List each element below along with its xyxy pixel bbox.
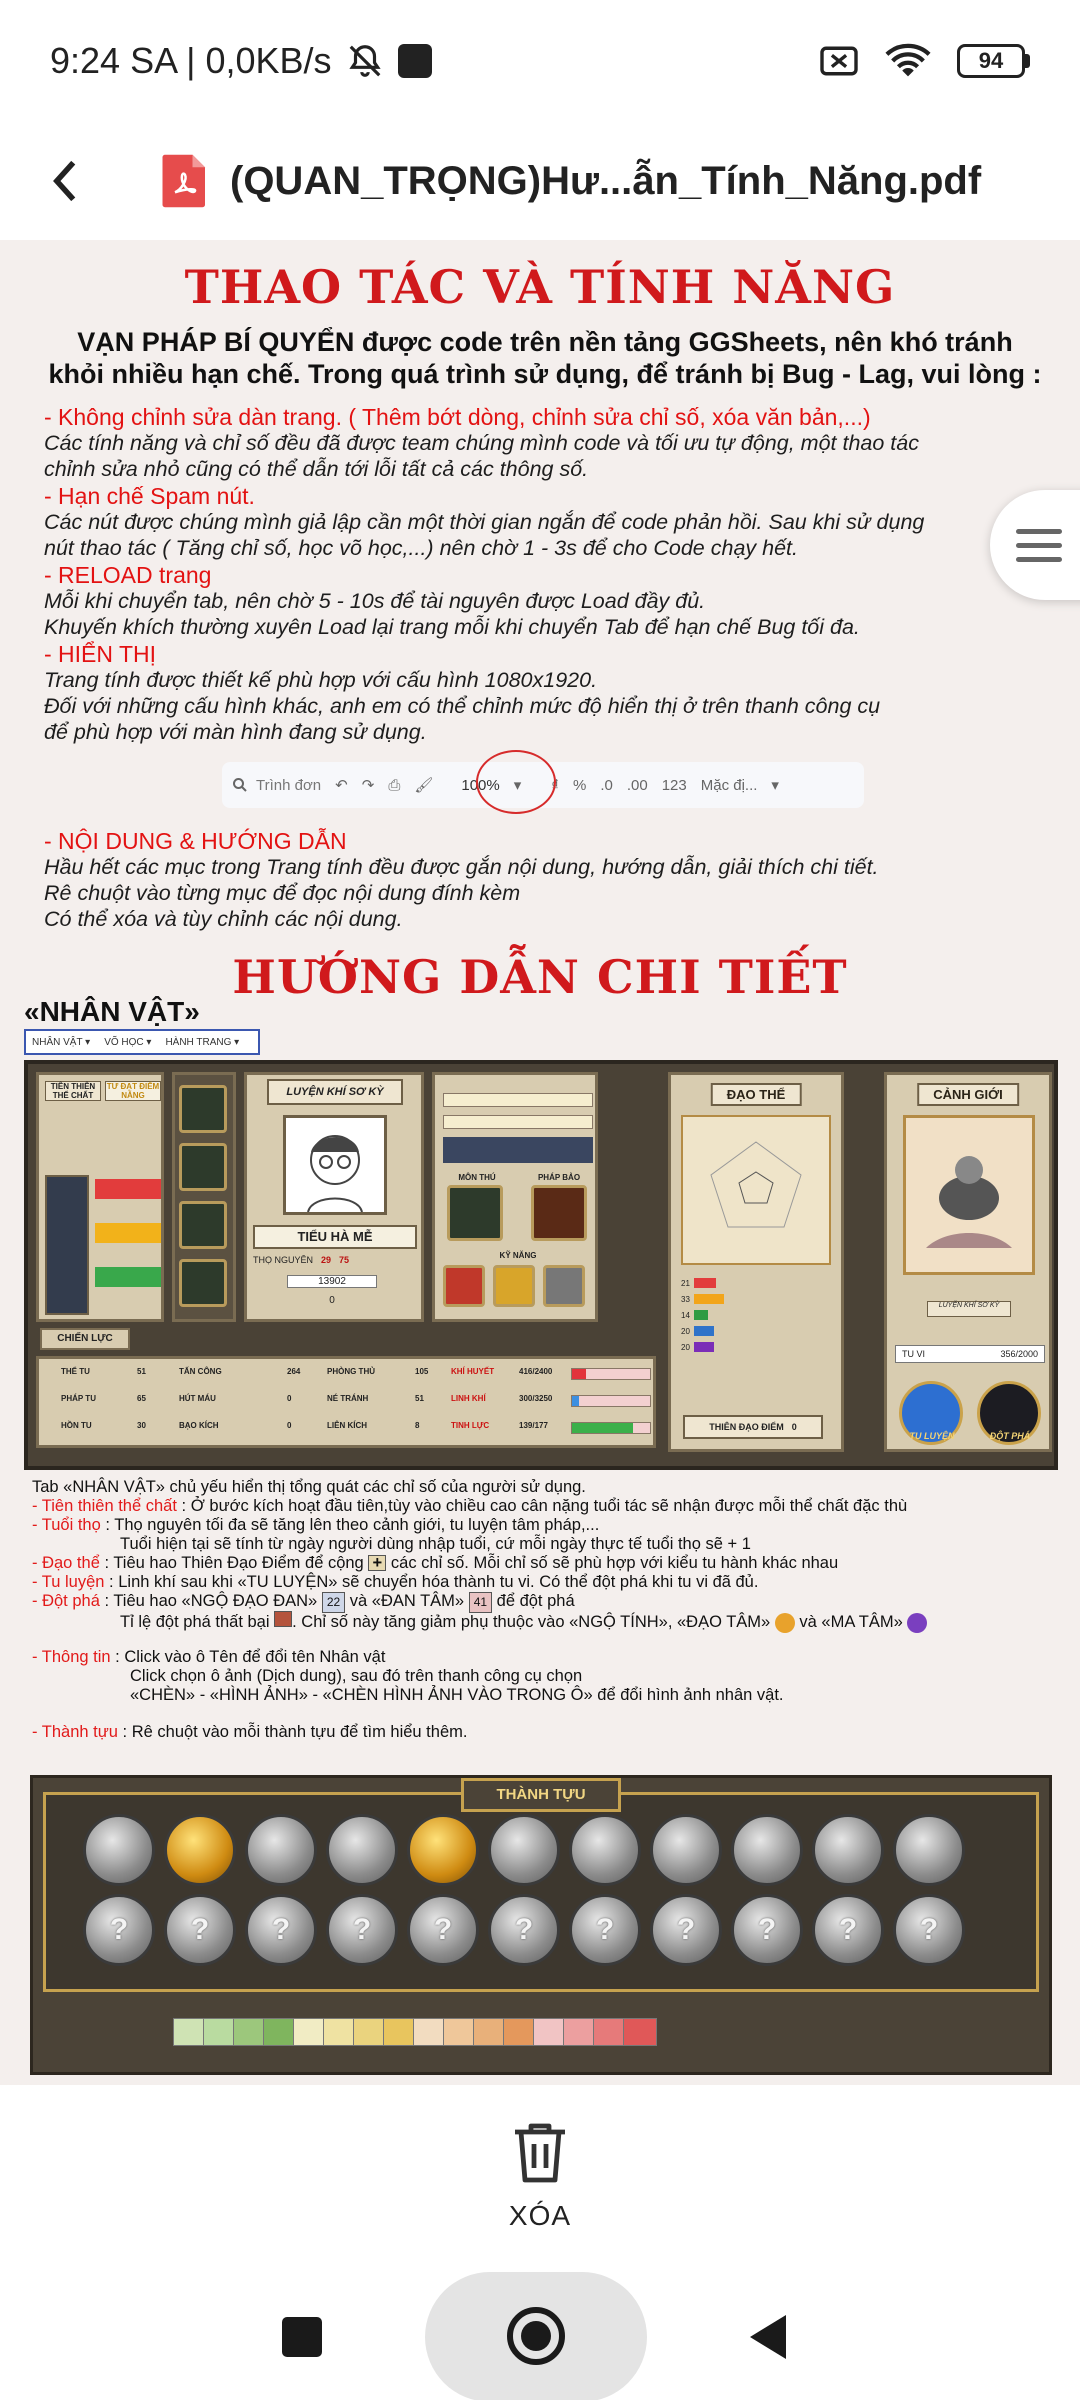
equip-slot (179, 1259, 227, 1307)
intro-line-2: khỏi nhiều hạn chế. Trong quá trình sử dụng, để tránh bị Bug - Lag, vui lòng : (48, 359, 1042, 389)
paint-format-icon: 🖌 (414, 777, 434, 794)
ngo-dao-dan-badge: 22 (322, 1592, 345, 1613)
avatar (283, 1115, 387, 1215)
progress-swatch (203, 2018, 237, 2046)
achievement-locked: ? (569, 1894, 641, 1966)
progress-swatch (623, 2018, 657, 2046)
caret-down-icon: ▾ (771, 777, 779, 794)
achievement-locked: ? (650, 1894, 722, 1966)
achievement-medal (83, 1814, 155, 1886)
doc-heading-main: THAO TÁC VÀ TÍNH NĂNG (184, 260, 896, 314)
progress-swatch (443, 2018, 477, 2046)
stats-table (36, 1356, 656, 1448)
equip-slot (179, 1143, 227, 1191)
hamburger-line (1016, 543, 1062, 548)
delete-label: XÓA (508, 2200, 572, 2231)
stat-cell: HỒN TU (61, 1421, 92, 1430)
dao-the-panel: ĐẠO THỂ 21 33 14 20 20 THIÊN ĐẠO ĐIỂM 0 (668, 1072, 844, 1452)
achievement-medal (893, 1814, 965, 1886)
skill-slot (493, 1265, 535, 1307)
progress-swatch (593, 2018, 627, 2046)
achievement-locked: ? (812, 1894, 884, 1966)
status-time: 9:24 SA | 0,0KB/s (50, 40, 332, 81)
section-line: chỉnh sửa nhỏ cũng có thể dẫn tới lỗi tất cả các thông số. (44, 457, 589, 481)
stat-cell: PHÁP TU (61, 1394, 96, 1403)
progress-swatch (413, 2018, 447, 2046)
delete-button[interactable] (480, 2120, 600, 2255)
character-name: TIỂU HÀ MỄ (253, 1225, 417, 1249)
section-line: nút thao tác ( Tăng chỉ số, học võ học,...) nên chờ 1 - 3s để cho Code chạy hết. (44, 536, 798, 560)
portrait-panel: LUYỆN KHÍ SƠ KỲ TIỂU HÀ MỄ THỌ NGUYÊN 29 75 13902 0 (244, 1072, 424, 1322)
stat-cell: HÚT MÁU (179, 1394, 216, 1403)
system-nav-bar (0, 2260, 1080, 2400)
section-title: - Hạn chế Spam nút. (44, 483, 255, 509)
progress-swatch (233, 2018, 267, 2046)
achievement-locked: ? (407, 1894, 479, 1966)
achievement-medal (164, 1814, 236, 1886)
mini-tabs-image (24, 1029, 260, 1055)
stat-cell: TẤN CÔNG (179, 1367, 222, 1376)
stat-cell: 0 (287, 1394, 292, 1403)
app-bar (0, 122, 1080, 240)
trash-icon (509, 2120, 571, 2186)
section-title: - Không chỉnh sửa dàn trang. ( Thêm bớt dòng, chỉnh sửa chỉ số, xóa văn bản,...) (44, 404, 871, 430)
section-line: Đối với những cấu hình khác, anh em có thể chỉnh mức độ hiển thị ở trên thanh công cụ (44, 694, 881, 718)
progress-swatch (473, 2018, 507, 2046)
achievement-locked: ? (326, 1894, 398, 1966)
stat-cell: BẠO KÍCH (179, 1421, 219, 1430)
document-title: (QUAN_TRỌNG)Hư...ẫn_Tính_Năng.pdf (230, 158, 982, 203)
stat-cell: 51 (137, 1367, 146, 1376)
desc-line: - Đạo thể : Tiêu hao Thiên Đạo Điểm để cộng + các chỉ số. Mỗi chỉ số sẽ phù hợp với kiểu tu hành khác nhau (32, 1554, 839, 1572)
desc-line: Tab «NHÂN VẬT» chủ yếu hiển thị tổng quát các chỉ số của người sử dụng. (32, 1478, 586, 1496)
stat-bar (571, 1422, 651, 1434)
desc-line: - Đột phá : Tiêu hao «NGỘ ĐẠO ĐAN» 22 và «ĐAN TÂM» 41 để đột phá (32, 1592, 575, 1613)
toolbar-search: Trình đơn (232, 777, 321, 794)
achievement-medal (650, 1814, 722, 1886)
desc-line: Click chọn ô ảnh (Dịch dung), sau đó trên thanh công cụ chọn (130, 1667, 583, 1685)
plus-icon: + (368, 1555, 386, 1571)
home-circle-icon[interactable] (507, 2307, 565, 2365)
stat-cell: 65 (137, 1394, 146, 1403)
undo-icon: ↶ (335, 777, 348, 794)
dan-tam-badge: 41 (469, 1592, 492, 1613)
desc-line: - Tiên thiên thể chất : Ở bước kích hoạt đầu tiên,tùy vào chiều cao cân nặng tuổi tác sẽ nhận được mỗi thể chất đặc thù (32, 1497, 908, 1515)
stat-cell: TINH LỰC (451, 1421, 490, 1430)
font-select: Mặc đị... (700, 776, 758, 794)
achievement-locked: ? (731, 1894, 803, 1966)
stat-cell: 0 (287, 1421, 292, 1430)
desc-line: - Thông tin : Click vào ô Tên để đổi tên Nhân vật (32, 1648, 386, 1666)
ma-tam-icon (907, 1613, 927, 1633)
desc-line: Tuổi hiện tại sẽ tính từ ngày người dùng nhập tuổi, cứ mỗi ngày thực tế tuổi thọ sẽ + 1 (120, 1535, 751, 1553)
desc-line: - Tuổi thọ : Thọ nguyên tối đa sẽ tăng lên theo cảnh giới, tu luyện tâm pháp,... (32, 1516, 600, 1534)
progress-swatch (263, 2018, 297, 2046)
section-line: Rê chuột vào từng mục để đọc nội dung đính kèm (44, 881, 521, 905)
section-title: - RELOAD trang (44, 562, 212, 588)
percent-format: % (572, 776, 587, 794)
doc-heading-detail: HƯỚNG DẪN CHI TIẾT (232, 950, 848, 1004)
mini-tab: VÕ HỌC ▾ (104, 1036, 152, 1048)
bell-off-icon (346, 42, 384, 80)
currency-format: ₫ (551, 776, 559, 794)
recents-square-icon[interactable] (282, 2317, 322, 2357)
dao-tam-icon (775, 1613, 795, 1633)
stat-cell: 416/2400 (519, 1367, 553, 1376)
mini-tab: NHÂN VẬT ▾ (32, 1036, 91, 1048)
stat-bar (571, 1368, 651, 1380)
section-title: - NỘI DUNG & HƯỚNG DẪN (44, 828, 347, 854)
equip-slot (179, 1201, 227, 1249)
achievement-locked: ? (893, 1894, 965, 1966)
fail-rate-icon (274, 1611, 292, 1627)
section-line: Trang tính được thiết kế phù hợp với cấu hình 1080x1920. (44, 668, 598, 692)
realm-image (903, 1115, 1035, 1275)
skill-slot (543, 1265, 585, 1307)
hamburger-line (1016, 529, 1062, 534)
stat-cell: 51 (415, 1394, 424, 1403)
pet-slot (447, 1185, 503, 1241)
achievement-locked: ? (245, 1894, 317, 1966)
redo-icon: ↷ (361, 777, 375, 794)
battery-level: 94 (957, 44, 1025, 78)
hamburger-line (1016, 557, 1062, 562)
section-line: để phù hợp với màn hình đang sử dụng. (44, 720, 427, 744)
canh-gioi-panel: CẢNH GIỚI LUYỆN KHÍ SƠ KỲ TU VI 356/2000 TU LUYỆN ĐỘT PHÁ (884, 1072, 1052, 1452)
progress-swatch (563, 2018, 597, 2046)
back-button[interactable] (40, 151, 90, 211)
achievement-medal (245, 1814, 317, 1886)
stat-cell: KHÍ HUYẾT (451, 1367, 495, 1376)
progress-swatch (383, 2018, 417, 2046)
progress-swatch (353, 2018, 387, 2046)
achievement-locked: ? (83, 1894, 155, 1966)
achievement-medal (569, 1814, 641, 1886)
pdf-file-icon (160, 152, 210, 210)
print-icon: ⎙ (388, 776, 401, 794)
sim-x-icon (819, 44, 859, 78)
search-icon (232, 777, 248, 793)
battery-icon (957, 44, 1030, 78)
achievement-medal (731, 1814, 803, 1886)
back-triangle-icon[interactable] (746, 2313, 790, 2361)
section-line: Khuyến khích thường xuyên Load lại trang mỗi khi chuyển Tab để hạn chế Bug tối đa. (44, 615, 860, 639)
stat-cell: 300/3250 (519, 1394, 553, 1403)
body-meridian-icons (45, 1175, 89, 1315)
equip-slot (179, 1085, 227, 1133)
stat-cell: 30 (137, 1421, 146, 1430)
intro-line-1: VẠN PHÁP BÍ QUYỂN được code trên nền tảng GGSheets, nên khó tránh (77, 327, 1013, 357)
achievement-medal (812, 1814, 884, 1886)
wifi-icon (885, 43, 931, 79)
section-line: Hầu hết các mục trong Trang tính đều được gắn nội dung, hướng dẫn, giải thích chi tiết. (44, 855, 879, 879)
decimal-decrease: .0 (600, 776, 613, 794)
radar-chart (681, 1115, 831, 1265)
achievement-medal (326, 1814, 398, 1886)
mini-tab: HÀNH TRANG ▾ (165, 1036, 240, 1048)
stat-cell: NÉ TRÁNH (327, 1394, 369, 1403)
section-line: Có thể xóa và tùy chỉnh các nội dung. (44, 907, 403, 931)
pdf-viewer[interactable] (0, 240, 1080, 2085)
stat-bar (571, 1395, 651, 1407)
treasure-slot (531, 1185, 587, 1241)
notification-square-icon (398, 44, 432, 78)
character-panel-image (24, 1060, 1058, 1470)
caret-down-icon: ▾ (513, 777, 522, 794)
stat-cell: 139/177 (519, 1421, 548, 1430)
desc-line: - Tu luyện : Linh khí sau khi «TU LUYỆN» sẽ chuyển hóa thành tu vi. Có thể đột phá khi tu vi đã đủ. (32, 1573, 759, 1591)
progress-swatch (533, 2018, 567, 2046)
decimal-increase: .00 (626, 776, 648, 794)
skill-slot (443, 1265, 485, 1307)
zoom-highlight-circle (476, 750, 556, 814)
status-bar (0, 0, 1080, 122)
stat-cell: PHÒNG THỦ (327, 1367, 375, 1376)
achievement-locked: ? (488, 1894, 560, 1966)
desc-line: «CHÈN» - «HÌNH ẢNH» - «CHÈN HÌNH ẢNH VÀO TRONG Ô» để đổi hình ảnh nhân vật. (130, 1686, 784, 1704)
section-line: Các tính năng và chỉ số đều đã được team chúng mình code và tối ưu tự động, một thao tác (44, 431, 919, 455)
achievement-locked: ? (164, 1894, 236, 1966)
bottom-action-bar (0, 2085, 1080, 2260)
desc-line: Tỉ lệ đột phá thất bại . Chỉ số này tăng giảm phụ thuộc vào «NGỘ TÍNH», «ĐẠO TÂM» và «MA TÂM» (120, 1611, 927, 1633)
stat-cell: LINH KHÍ (451, 1394, 486, 1403)
zoom-value: 100% (461, 776, 500, 794)
stat-cell: LIÊN KÍCH (327, 1421, 367, 1430)
achievement-medal (407, 1814, 479, 1886)
desc-line: - Thành tựu : Rê chuột vào mỗi thành tựu để tìm hiểu thêm. (32, 1723, 468, 1741)
progress-swatch (323, 2018, 357, 2046)
section-title: - HIỂN THỊ (44, 641, 157, 667)
back-arrow-icon (50, 159, 80, 203)
progress-swatch (503, 2018, 537, 2046)
stat-cell: 8 (415, 1421, 420, 1430)
pdf-page (0, 240, 1080, 2085)
progress-swatch (173, 2018, 207, 2046)
progress-swatch (293, 2018, 327, 2046)
section-line: Mỗi khi chuyển tab, nên chờ 5 - 10s để tài nguyên được Load đầy đủ. (44, 589, 706, 613)
skills-panel: MÔN THÚ PHÁP BẢO KỸ NĂNG (432, 1072, 598, 1322)
stat-cell: THỂ TU (61, 1367, 90, 1376)
equipment-column (172, 1072, 236, 1322)
achievement-medal (488, 1814, 560, 1886)
dao-bars: 21 33 14 20 20 (681, 1275, 831, 1355)
achievements-panel-image (30, 1775, 1052, 2075)
chien-luc-label: CHIẾN LỰC (40, 1328, 130, 1350)
stat-cell: 264 (287, 1367, 301, 1376)
constitution-panel: TIÊN THIÊN THỂ CHẤT TƯ ĐẠT ĐIỂM NĂNG (36, 1072, 164, 1322)
stat-cell: 105 (415, 1367, 429, 1376)
nhan-vat-label: «NHÂN VẬT» (24, 996, 200, 1027)
number-format: 123 (661, 776, 687, 794)
achievements-title: THÀNH TỰU (461, 1778, 621, 1812)
section-line: Các nút được chúng mình giả lập cần một thời gian ngắn để code phản hồi. Sau khi sử dụng (44, 510, 925, 534)
